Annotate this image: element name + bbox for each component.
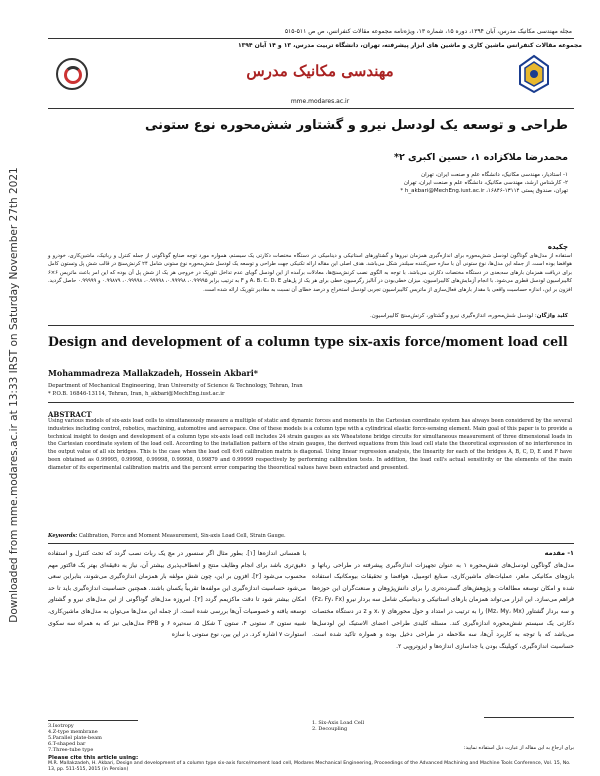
english-authors: Mohammadreza Mallakzadeh, Hossein Akbari* [48,368,258,378]
citation-text: M.R. Mallakzadeh, H. Akbari, Design and development of a column type six-axis force/moment load cell, Modares Mechanical Engineering, Proceedings of the Advanced Machining and Machine Tools Conference, Vol. 15, No. 13, pp. 511-515, 2015 (in Persian) [48,761,571,772]
section-heading-intro: ۱- مقدمه [544,549,574,557]
english-abstract-heading: ABSTRACT [48,410,92,419]
download-sidebar [0,120,28,670]
body-left-text: با همسانی اندازه‌ها [۱]. بطور مثال اگر سنسور در مچ یک ربات نصب گردد که تحت کنترل و استفاده دقیق‌تری باشد برای انجام وظایف منتج و انعطاف‌پذیری بیشتر آن، نیاز به دقیقه‌ای بهتر یک فاکتور مهم محسوب می‌شود [۲]. افزون بر این، چون شش مولفه بار همزمان اندازه‌گیری می‌شوند، بنابراین سعی می‌شود حساسیت اندازه‌گیری این مولفه‌ها تقریباً یکسان باشند. همچنین حساسیت اندازه‌گیری باید تا حد امکان بیشتر شود تا دقت ماکزیمم گردد [۲]. امروزه مدل‌های گوناگونی از این مدل‌های نیرو و گشتاور توسعه یافته و خصوصیات آن‌ها بررسی شده است. از جمله این مدل‌ها می‌توان به مدل‌های ماشین‌کاری، شبیه ستون ۳، ستونی ۴، ستون‌ T شکل ۵، سه‌تیره ۶ و PPB مدل‌هایی نیز که به همراه سه سکوی استوارت ۷ اشاره کرد. در این بین، نوع ستونی با سازه [48,550,306,639]
persian-title: طراحی و توسعه یک لودسل نیرو و گشتاور شش‌محوره نوع ستونی [144,118,568,133]
footnote-5: 5.Parallel plate-beam [48,735,102,741]
english-affiliation-2: * P.O.B. 16846-13114, Tehran, Iran, h_akbari@MechEng.iust.ac.ir [48,391,225,397]
body-left-column [48,548,306,668]
english-affiliation-1: Department of Mechanical Engineering, Iran University of Science & Technology, Tehran, Iran [48,383,303,389]
persian-affiliation-2: ۲- کارشناس ارشد، مهندسی مکانیک، دانشگاه علم و صنعت ایران، تهران [403,180,568,186]
english-abstract: Using various models of six-axis load cells to simultaneously measure a multiple of static and dynamic forces and moments in the Cartesian coordinate system has always been considered by the several industries including control, robotics, machining, automotive and aerospace. One of these models is a column type with a cylindrical elastic force-sensing element. Main goal of this paper is to provide a technical insight to design and development of a column type six-axis load cell includes 24 strain gauges as six Wheatstone bridge circuits for simultaneous measurement of three dimensional loads in the Cartesian coordinate system of the load cell. According to the installation pattern of the strain gauges, the derived equations from this load cell state the theoretical expression of no interference in the output value of all six bridges. This is the case when the load cell 6×6 calibration matrix is diagonal. Using linear regression analysis, the linearity for each of the bridges A, B, C, D, E and F have been obtained as 0.99995, 0.99998, 0.99998, 0.99998, 0.99879 and 0.99999 respectively by performing calibration tests. In addition, the load cell's actual sensitivity or the elements of the main diameter of its experimental calibration matrix and the percent error comparing the theoretical values have been extracted and presented. [48,418,572,471]
conference-line: مجموعه مقالات کنفرانس ماشین کاری و ماشین های ابزار پیشرفته، تهران، دانشگاه تربیت مدرس، ۱۳ و ۱۴ آبان ۱۳۹۴ [237,42,582,49]
footnote-divider-left [48,720,138,721]
footnotes-right [312,720,364,732]
body-divider [48,543,574,544]
persian-keywords-text: لودسل شش‌محوره، اندازه‌گیری نیرو و گشتاور، کرنش‌سنج کالیبراسیون. [370,313,534,319]
university-logo-icon [518,54,550,94]
persian-abstract-heading: چکیده [547,243,568,251]
journal-issue-line: مجله مهندسی مکانیک مدرس، آبان ۱۳۹۴، دوره ۱۵، شماره ۱۳، ویژه‌نامه مجموعه مقالات کنفرانس، ص ص ۵۱۱-۵۱۵ [284,28,572,35]
header-bottom-divider [48,108,574,109]
footnote-1: 1. Six-Axis Load Cell [312,720,365,726]
journal-logo-icon [56,58,88,90]
persian-keywords-label: کلید واژگان [536,313,568,319]
citation-persian-note: برای ارجاع به این مقاله از عبارت ذیل استفاده نمایید: [463,745,574,751]
journal-url[interactable]: mme.modares.ac.ir [290,98,350,105]
footnote-divider-right [484,717,574,718]
body-right-text: مدل‌های گوناگون لودسل‌های شش‌محوره ۱ به عنوان تجهیزات اندازه‌گیری پیشرفته در طراحی رباتها و بازوهای مکانیکی ماهر، عملیات‌های ماشین‌کاری، صنایع اتومبیل، هوافضا و تحقیقات بیومکانیک استفاده شده و امکان توسعه مطالعات و پژوهش‌های گسترده‌تری را برای دانش‌پژوهان و صنعت‌گران این حوزه‌ها فراهم می‌سازد. این ابزار می‌تواند همزمان بارهای استاتیکی و دینامیکی شامل سه بردار نیرو (Fz، Fy، Fx) و سه بردار گشتاور (Mz، My، Mx) را به ترتیب در امتداد و حول محورهای x، y و z در دستگاه مختصات دکارتی یک سیستم شش‌محوره اندازه‌گیری کند. مسئله کلیدی طراحی اعضای الاستیک این لودسل‌ها می‌باشد که با توجه به کاربرد آن‌ها، سه ملاحظه در طراحی دخیل بوده و همواره تاکید شده است. حساسیت اندازه‌گیری، کوپلینگ بودن یا جداسازی اندازه‌ها و ایزوتروپی ۲. [312,561,574,650]
english-abstract-divider [48,402,574,403]
footnote-4: 4.Z-type membrane [48,729,98,735]
english-title: Design and development of a column type six-axis force/moment load cell [48,334,568,349]
body-right-column [312,548,574,652]
persian-affiliation-1: ۱- استادیار، مهندسی مکانیک، دانشگاه علم و صنعت ایران، تهران [421,172,568,178]
english-keywords-label: Keywords: [48,533,78,539]
journal-name: مهندسی مکانیک مدرس [246,62,394,80]
english-keywords [48,533,572,539]
english-keywords-text: Calibration, Force and Moment Measurement, Six-axis Load Cell, Strain Gauge. [78,533,286,539]
header-divider [48,38,574,39]
persian-authors: محمدرضا ملاکزاده ۱، حسین اکبری ۲* [393,152,568,163]
persian-abstract: استفاده از مدل‌های گوناگون لودسل شش‌محوره برای اندازه‌گیری همزمان نیروها و گشتاورهای استاتیکی و دینامیکی در دستگاه مختصات دکارتی یک سیستم، همواره مورد توجه صنایع گوناگونی از جمله کنترل و رباتیک، ماشین‌کاری، خودرو و هوافضا بوده است. از جمله این مدل‌ها، نوع ستونی آن با سازه حس‌کننده سیلندر شکل می‌باشد. هدف اصلی این مقاله ارائه تکنیکی جهت طراحی و توسعه یک لودسل شش‌محوره نوع ستونی شامل ۲۴ کرنش‌سنج در قالب شش پل وتستون کامل برای دریافت همزمان بارهای سه‌بعدی در دستگاه مختصات دکارتی می‌باشد. با توجه به الگوی نصب کرنش‌سنج‌ها، معادلات برآمده از این لودسل گویای عدم تداخل تئوریک در خروجی هر یک از شش پل آن بوده که این امر باعث ماتریس ۶×۶ کالیبراسیون لودسل قطری می‌شود. با انجام آزمایش‌های کالیبراسیون، میزان خطی‌بودن در آنالیز رگرسیون خطی برای هر یک از پل‌های A، B، C، D، E و F به ترتیب برابر ۰.۹۹۹۹۵، ۰.۹۹۹۹۸، ۰.۹۹۹۹۸، ۰.۹۹۹۹۸، ۰.۹۹۸۷۹ و ۰.۹۹۹۹۹ حاصل گردید. افزون بر این، اندازه حساسیت واقعی با مقدار بارهای فعال‌سازی از ماتریس کالیبراسیون تجربی لودسل استخراج و درصد خطای آن نسبت به مقادیر تئوریک ارائه شده است. [48,253,573,293]
abstract-divider [48,325,574,326]
persian-keywords: کلید واژگان: لودسل شش‌محوره، اندازه‌گیری نیرو و گشتاور، کرنش‌سنج کالیبراسیون. [370,313,568,319]
footnote-3: 3.Isotropy [48,723,74,729]
footnotes-left [48,723,102,753]
footnote-7: 7.Three-tube type [48,747,94,753]
download-stamp: Downloaded from mme.modares.ac.ir at 13:33 IRST on Saturday November 27th 2021 [8,167,20,623]
persian-affiliation-3: تهران، صندوق پستی ۱۳۱۱۴-۱۶۸۴۶، h_akbari@MechEng.iust.ac.ir * [400,188,568,194]
citation-heading: Please cite this article using: [48,755,139,761]
footnote-6: 6.T-shaped bar [48,741,86,747]
footnote-2: 2. Decoupling [312,726,348,732]
